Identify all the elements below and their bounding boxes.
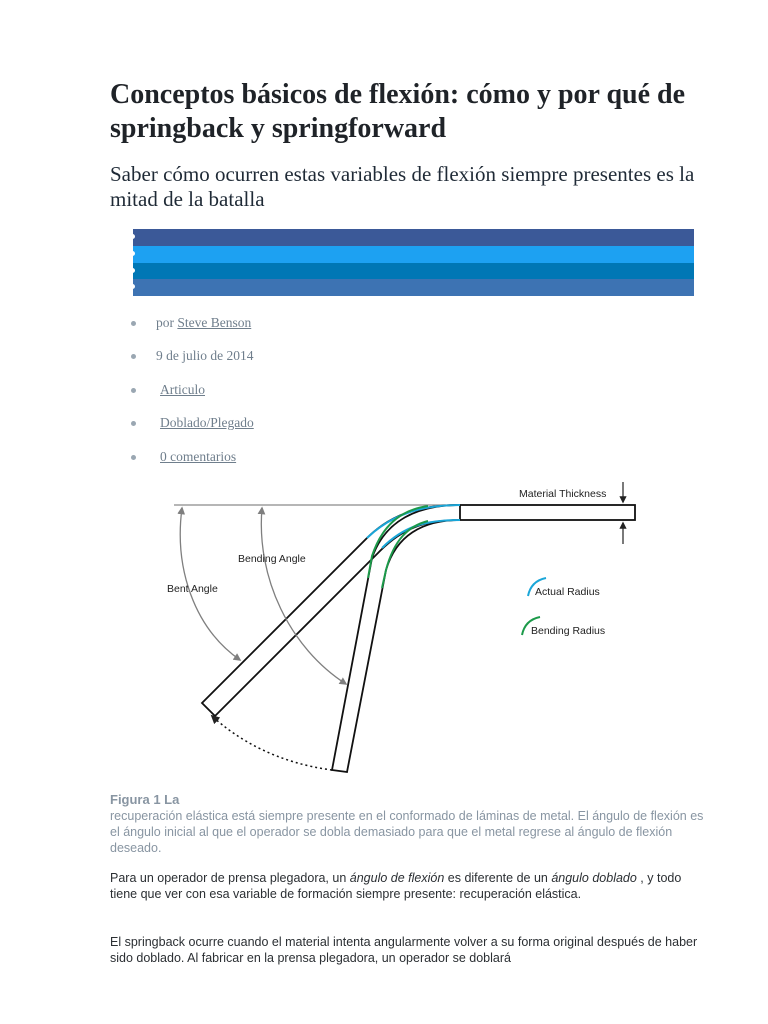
bent-angle-label: Bent Angle <box>167 583 218 595</box>
article-meta-list <box>130 314 254 481</box>
comments-link[interactable]: 0 comentarios <box>160 448 237 464</box>
p1-text-b: es diferente de un <box>444 871 552 885</box>
author-prefix: por <box>156 315 174 330</box>
actual-radius-label: Actual Radius <box>535 586 600 598</box>
share-bar <box>133 229 694 296</box>
flat-flange <box>460 505 635 520</box>
share-facebook-button[interactable] <box>133 229 694 246</box>
p1-emphasis-1: ángulo de flexión <box>349 871 445 885</box>
figure-caption-text: recuperación elástica está siempre presente en el conformado de láminas de metal. El ángulo de flexión es el ángulo inicial al que el operador se dobla demasiado para que el metal regrese al ángulo de flexión deseado. <box>110 809 704 855</box>
body-paragraph-2: El springback ocurre cuando el material intenta angularmente volver a su forma original después de haber sido doblado. Al fabricar en la prensa plegadora, un operador se doblará <box>110 935 698 965</box>
bullet-icon <box>131 421 136 426</box>
material-thickness-label: Material Thickness <box>519 488 607 500</box>
bullet-icon <box>130 234 135 239</box>
p1-emphasis-2: ángulo doblado <box>551 871 637 885</box>
meta-category <box>130 414 254 447</box>
share-other-button[interactable] <box>133 279 694 296</box>
category-link[interactable]: Doblado/Plegado <box>160 415 254 431</box>
meta-comments <box>130 448 254 481</box>
bending-radius-label: Bending Radius <box>531 625 606 637</box>
bullet-icon <box>131 321 136 326</box>
article-type-link[interactable]: Articulo <box>160 381 205 397</box>
article-title: Conceptos básicos de flexión: cómo y por qué de springback y springforward <box>110 79 686 144</box>
meta-author <box>130 314 254 347</box>
bullet-icon <box>130 268 135 273</box>
body-paragraph-1 <box>110 870 710 902</box>
springback-arc <box>212 716 332 770</box>
bullet-icon <box>130 251 135 256</box>
author-link[interactable]: Steve Benson <box>177 315 252 330</box>
figure-caption-label: Figura 1 La <box>110 792 180 807</box>
p1-text-a: Para un operador de prensa plegadora, un <box>110 871 350 885</box>
bending-angle-label: Bending Angle <box>238 553 306 565</box>
bent-flange <box>202 505 460 716</box>
meta-date <box>130 347 254 380</box>
meta-type <box>130 381 254 414</box>
bullet-icon <box>131 354 136 359</box>
bullet-icon <box>131 388 136 393</box>
article-subtitle: Saber cómo ocurren estas variables de flexión siempre presentes es la mitad de la batalla <box>110 162 695 211</box>
share-linkedin-button[interactable] <box>133 263 694 280</box>
share-twitter-button[interactable] <box>133 246 694 263</box>
p1-text-c: , y todo tiene que ver con esa variable de formación siempre presente: recuperación elástica. <box>110 871 682 901</box>
bending-diagram <box>160 478 650 778</box>
bullet-icon <box>131 455 136 460</box>
bullet-icon <box>130 284 135 289</box>
publish-date: 9 de julio de 2014 <box>156 348 254 364</box>
